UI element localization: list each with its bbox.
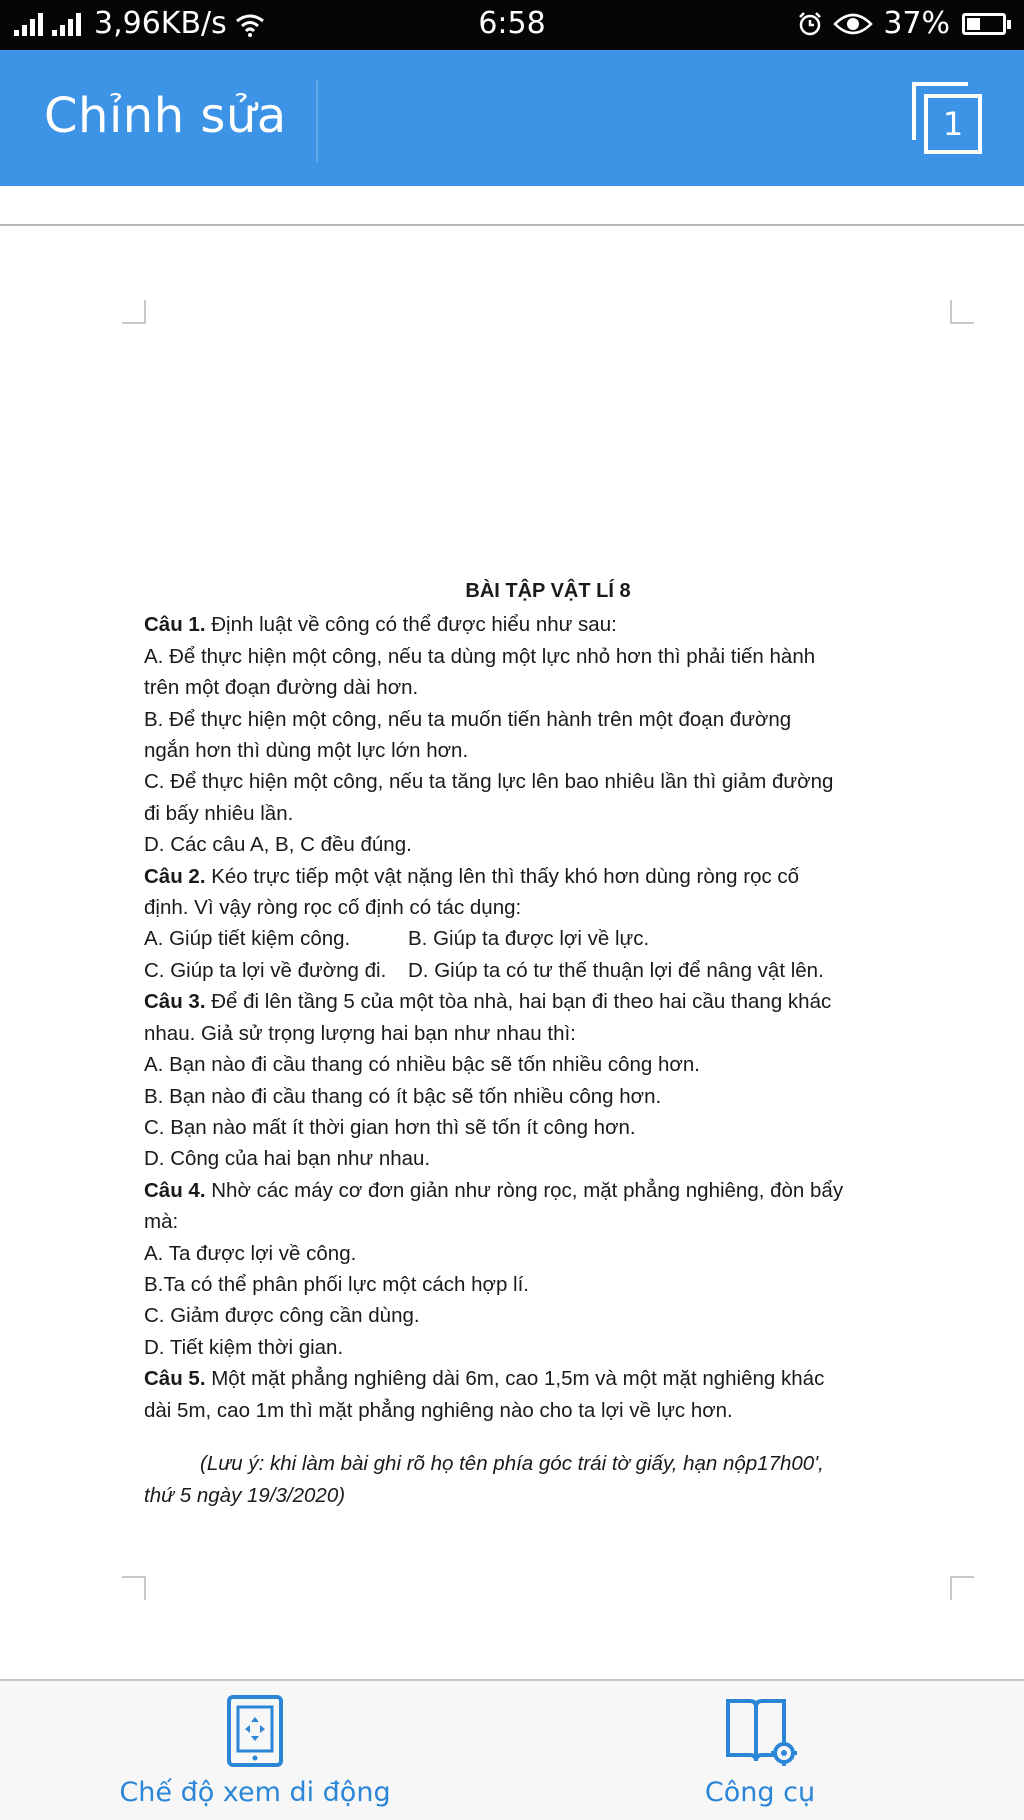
- book-gear-icon: [722, 1695, 798, 1767]
- tools-label: Công cụ: [704, 1777, 816, 1808]
- battery-percent: 37%: [883, 6, 950, 41]
- alarm-icon: [797, 11, 823, 37]
- answer-option: D. Giúp ta có tư thế thuận lợi để nâng vật lên.: [408, 958, 824, 982]
- answer-option: D. Các câu A, B, C đều đúng.: [144, 833, 412, 857]
- question-text-line: [144, 1018, 952, 1049]
- mobile-view-icon: [225, 1695, 285, 1767]
- bottom-bar: [0, 1681, 1024, 1820]
- question-2: [144, 861, 952, 987]
- mobile-view-label: Chế độ xem di động: [119, 1777, 391, 1808]
- page-title: Chỉnh sửa: [44, 88, 287, 144]
- answer-option: C. Để thực hiện một công, nếu ta tăng lực lên bao nhiêu lần thì giảm đường: [144, 770, 834, 794]
- question-number: Câu 4.: [144, 1178, 206, 1202]
- question-text: Để đi lên tầng 5 của một tòa nhà, hai bạn đi theo hai cầu thang khác: [211, 990, 832, 1014]
- document-page[interactable]: [144, 576, 952, 1512]
- question-number: Câu 3.: [144, 990, 206, 1014]
- status-time: 6:58: [478, 6, 546, 41]
- answer-option: A. Để thực hiện một công, nếu ta dùng một lực nhỏ hơn thì phải tiến hành: [144, 644, 816, 668]
- answer-option: A. Giúp tiết kiệm công.: [144, 927, 351, 951]
- question-list: [144, 609, 952, 1426]
- question-3: [144, 986, 952, 1174]
- answer-option: C. Bạn nào mất ít thời gian hơn thì sẽ tốn ít công hơn.: [144, 1115, 636, 1139]
- answer-option: B.Ta có thể phân phối lực một cách hợp lí.: [144, 1272, 529, 1296]
- question-4: [144, 1175, 952, 1363]
- note-line: (Lưu ý: khi làm bài ghi rõ họ tên phía góc trái tờ giấy, hạn nộp17h00',: [200, 1451, 824, 1475]
- question-text: nhau. Giả sử trọng lượng hai bạn như nhau thì:: [144, 1021, 576, 1045]
- answer-option: B. Giúp ta được lợi về lực.: [408, 927, 650, 951]
- answer-option: A. Ta được lợi về công.: [144, 1241, 357, 1265]
- document-title: BÀI TẬP VẬT LÍ 8: [465, 580, 631, 602]
- question-text: Định luật về công có thể được hiểu như sau:: [211, 613, 617, 637]
- answer-option: B. Để thực hiện một công, nếu ta muốn tiến hành trên một đoạn đường: [144, 707, 792, 731]
- answer-option: ngắn hơn thì dùng một lực lớn hơn.: [144, 739, 469, 763]
- question-number: Câu 2.: [144, 864, 206, 888]
- toolbar-divider: [0, 224, 1024, 226]
- answer-option: D. Tiết kiệm thời gian.: [144, 1335, 344, 1359]
- page-corner-bottom-left: [122, 1576, 146, 1600]
- question-text: Kéo trực tiếp một vật nặng lên thì thấy khó hơn dùng ròng rọc cố: [211, 864, 800, 888]
- answer-option: C. Giảm được công cần dùng.: [144, 1304, 420, 1328]
- note-line: thứ 5 ngày 19/3/2020): [144, 1483, 346, 1507]
- status-bar: [0, 0, 1024, 50]
- question-text-line: [144, 986, 952, 1017]
- app-bar-divider: [316, 80, 318, 162]
- page-count-button[interactable]: [912, 82, 982, 154]
- network-speed: 3,96KB/s: [94, 6, 227, 41]
- question-text-line: [144, 609, 952, 640]
- answer-option: A. Bạn nào đi cầu thang có nhiều bậc sẽ tốn nhiều công hơn.: [144, 1053, 700, 1077]
- page-count: 1: [924, 94, 982, 154]
- eye-icon: [833, 12, 873, 36]
- question-5: [144, 1363, 952, 1426]
- question-text-line: [144, 1175, 952, 1206]
- answer-option: D. Công của hai bạn như nhau.: [144, 1147, 431, 1171]
- question-text: Nhờ các máy cơ đơn giản như ròng rọc, mặt phẳng nghiêng, đòn bẩy: [211, 1178, 844, 1202]
- app-bar: [0, 50, 1024, 186]
- tools-button[interactable]: [660, 1695, 860, 1808]
- battery-fill: [967, 18, 980, 30]
- question-text-line: [144, 1206, 952, 1237]
- mobile-view-button[interactable]: [100, 1695, 410, 1808]
- question-1: [144, 609, 952, 860]
- question-number: Câu 5.: [144, 1367, 206, 1391]
- question-text: định. Vì vậy ròng rọc cố định có tác dụng:: [144, 896, 522, 920]
- answer-option-row: [144, 923, 952, 954]
- document-note: [144, 1448, 952, 1512]
- page-corner-top-left: [122, 300, 146, 324]
- question-text-line: [144, 861, 952, 892]
- question-number: Câu 1.: [144, 613, 206, 637]
- question-text: dài 5m, cao 1m thì mặt phẳng nghiêng nào cho ta lợi về lực hơn.: [144, 1398, 733, 1422]
- question-text: Một mặt phẳng nghiêng dài 6m, cao 1,5m và một mặt nghiêng khác: [211, 1367, 825, 1391]
- question-text-line: [144, 1363, 952, 1394]
- page-corner-top-right: [950, 300, 974, 324]
- battery-icon: [962, 13, 1006, 35]
- answer-option: C. Giúp ta lợi về đường đi.: [144, 958, 387, 982]
- answer-option: trên một đoạn đường dài hơn.: [144, 676, 419, 700]
- question-text-line: [144, 1395, 952, 1426]
- answer-option-row: [144, 955, 952, 986]
- page-corner-bottom-right: [950, 1576, 974, 1600]
- answer-option: đi bấy nhiêu lần.: [144, 801, 294, 825]
- question-text: mà:: [144, 1210, 179, 1234]
- question-text-line: [144, 892, 952, 923]
- status-right: [797, 6, 1006, 41]
- answer-option: B. Bạn nào đi cầu thang có ít bậc sẽ tốn nhiều công hơn.: [144, 1084, 662, 1108]
